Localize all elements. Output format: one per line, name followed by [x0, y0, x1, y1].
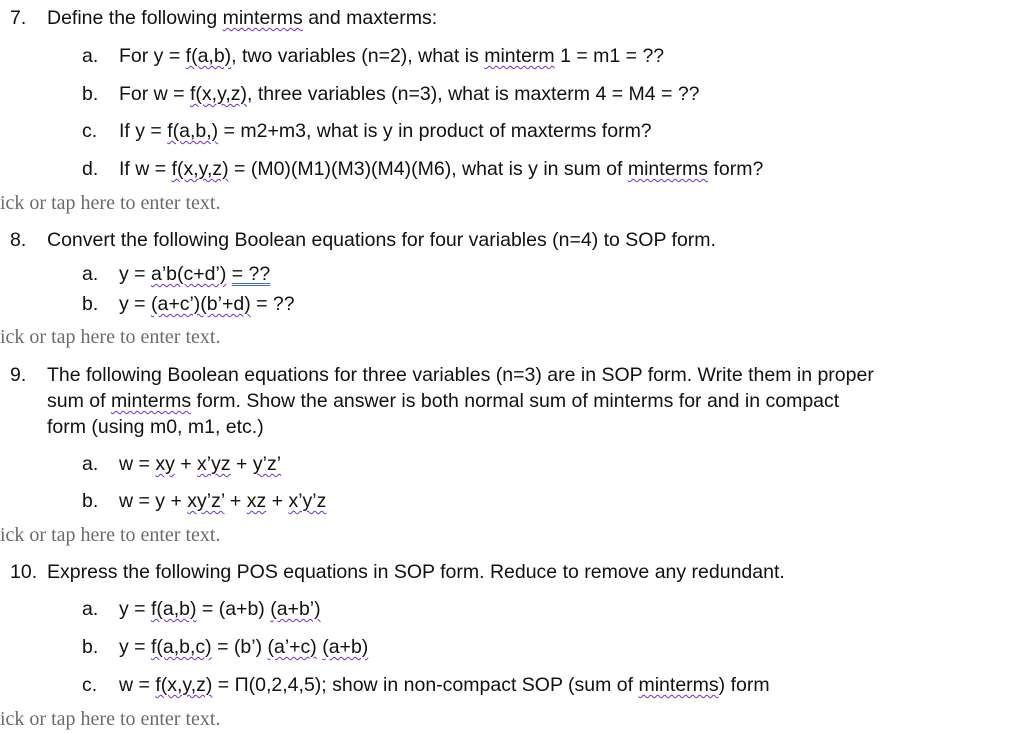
answer-placeholder-q10[interactable]: ick or tap here to enter text. [0, 708, 221, 730]
question-7c-text: If y = f(a,b,) = m2+m3, what is y in product of maxterms form? [119, 120, 652, 142]
question-10c-label: c. [82, 674, 98, 696]
question-7a-label: a. [82, 45, 99, 67]
question-7d-text: If w = f(x,y,z) = (M0)(M1)(M3)(M4)(M6), what is y in sum of minterms form? [119, 158, 764, 180]
question-8a-text: y = a’b(c+d’) = ?? [119, 263, 271, 285]
question-7-number: 7. [10, 7, 27, 29]
question-10c-text: w = f(x,y,z) = Π(0,2,4,5); show in non-compact SOP (sum of minterms) form [119, 674, 770, 696]
question-7b-text: For w = f(x,y,z), three variables (n=3), what is maxterm 4 = M4 = ?? [119, 83, 700, 105]
question-10-text: Express the following POS equations in SOP form. Reduce to remove any redundant. [47, 561, 785, 583]
question-10a-text: y = f(a,b) = (a+b) (a+b’) [119, 598, 321, 620]
question-9a-label: a. [82, 453, 99, 475]
question-10a-label: a. [82, 598, 99, 620]
question-8-text: Convert the following Boolean equations for four variables (n=4) to SOP form. [47, 229, 716, 251]
question-9b-label: b. [82, 490, 99, 512]
question-7a-text: For y = f(a,b), two variables (n=2), what is minterm 1 = m1 = ?? [119, 45, 665, 67]
question-10b-text: y = f(a,b,c) = (b’) (a’+c) (a+b) [119, 636, 369, 658]
question-9-number: 9. [10, 364, 27, 386]
question-8b-text: y = (a+c’)(b’+d) = ?? [119, 293, 295, 315]
question-9-line-2: sum of minterms form. Show the answer is both normal sum of minterms for and in compact [47, 390, 840, 412]
question-7d-label: d. [82, 158, 99, 180]
answer-placeholder-q9[interactable]: ick or tap here to enter text. [0, 524, 221, 546]
question-7-text: Define the following minterms and maxterms: [47, 7, 438, 29]
question-9b-text: w = y + xy’z’ + xz + x’y’z [119, 490, 327, 512]
question-9-line-3: form (using m0, m1, etc.) [47, 416, 264, 438]
question-9-line-1: The following Boolean equations for three variables (n=3) are in SOP form. Write them in proper [47, 364, 874, 386]
question-8-number: 8. [10, 229, 27, 251]
answer-placeholder-q8[interactable]: ick or tap here to enter text. [0, 326, 221, 348]
question-7c-label: c. [82, 120, 98, 142]
question-10-number: 10. [10, 561, 38, 583]
answer-placeholder-q7[interactable]: ick or tap here to enter text. [0, 192, 221, 214]
question-8a-label: a. [82, 263, 99, 285]
question-7b-label: b. [82, 83, 99, 105]
question-9a-text: w = xy + x’yz + y’z’ [119, 453, 282, 475]
question-10b-label: b. [82, 636, 99, 658]
question-8b-label: b. [82, 293, 99, 315]
